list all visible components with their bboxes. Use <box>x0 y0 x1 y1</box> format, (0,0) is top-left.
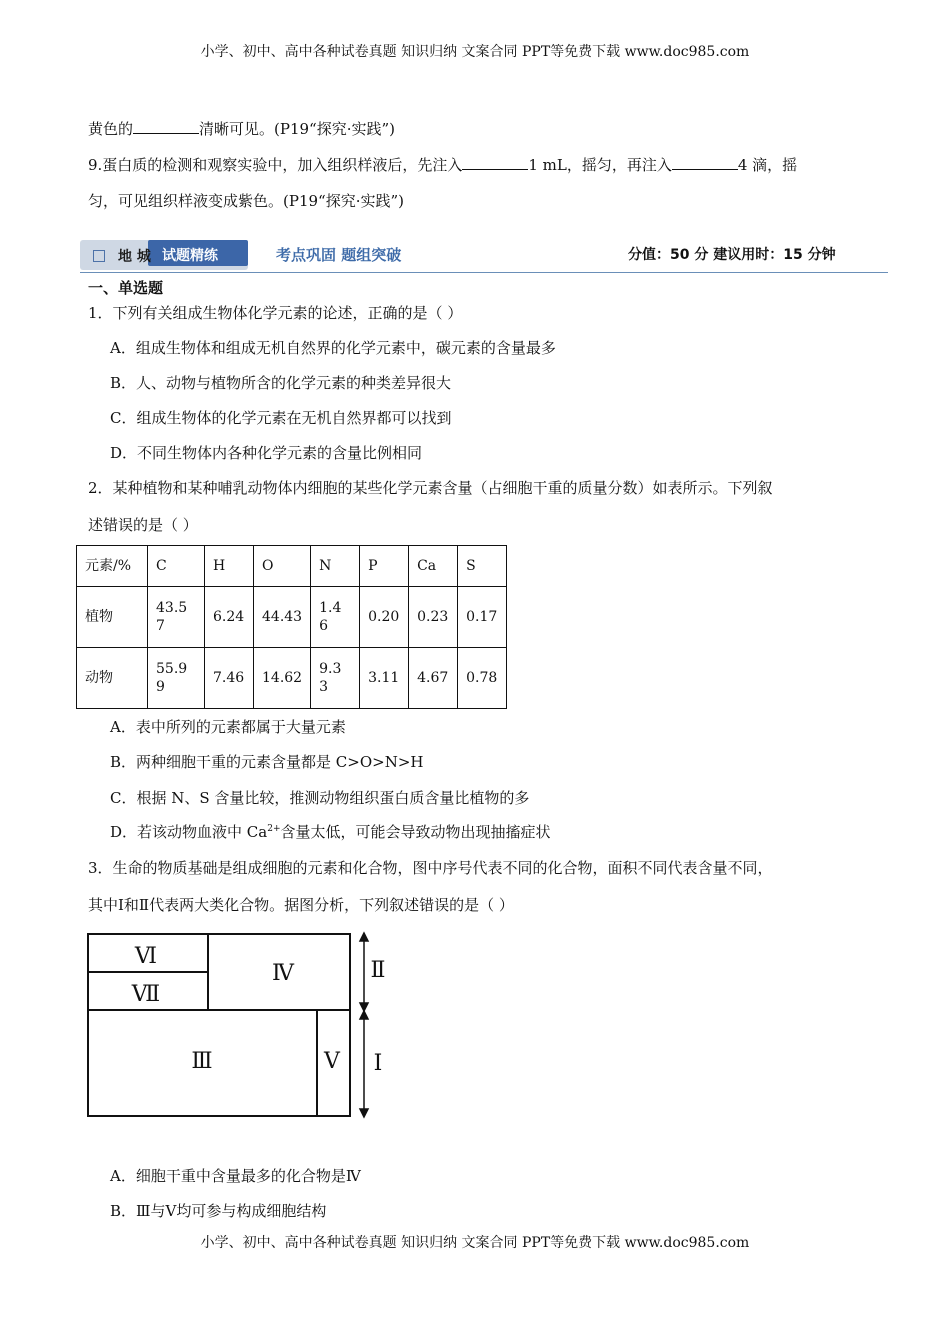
diagram-label-ii: Ⅱ <box>370 958 386 983</box>
question-3-stem-line-1: 3．生命的物质基础是组成细胞的元素和化合物，图中序号代表不同的化合物，面积不同代表含量不同， <box>88 859 773 877</box>
intro-line-1: 黄色的 清晰可见。(P19“探究·实践”) <box>88 120 396 138</box>
answer-blank[interactable] <box>133 119 199 134</box>
question-3-stem-line-2: 其中Ⅰ和Ⅱ代表两大类化合物。据图分析，下列叙述错误的是（ ） <box>88 896 514 914</box>
banner-divider <box>80 272 888 273</box>
question-2-option-c[interactable]: C．根据 N、S 含量比较，推测动物组织蛋白质含量比植物的多 <box>110 789 530 807</box>
diagram-region-i <box>88 1010 350 1116</box>
question-2-stem-line-2: 述错误的是（ ） <box>88 516 198 534</box>
question-2-option-d[interactable]: D．若该动物血液中 $Ca^{2+}$含量太低，可能会导致动物出现抽搐症状 <box>110 823 551 841</box>
banner-score: 分值：50 分 建议用时：15 分钟 <box>628 247 836 263</box>
question-9-line-1: 9.蛋白质的检测和观察实验中，加入组织样液后，先注入 1 mL，摇匀，再注入 4 滴，摇 <box>88 156 798 174</box>
answer-blank[interactable] <box>462 155 528 170</box>
element-content-table <box>76 545 507 709</box>
page-header: 小学、初中、高中各种试卷真题 知识归纳 文案合同 PPT等免费下载 www.doc985.com <box>200 44 750 60</box>
answer-blank[interactable] <box>672 155 738 170</box>
banner-subtitle: 考点巩固 题组突破 <box>276 246 402 264</box>
table-row: 动物 55.9 9 7.46 14.62 9.3 3 3.11 4.67 0.78 <box>77 648 507 709</box>
question-2-stem-line-1: 2．某种植物和某种哺乳动物体内细胞的某些化学元素含量（占细胞干重的质量分数）如表所示。下列叙 <box>88 479 773 497</box>
question-2-option-a[interactable]: A．表中所列的元素都属于大量元素 <box>110 718 346 736</box>
compound-area-diagram <box>80 925 400 1125</box>
table-header-row: 元素/% C H O N P Ca S <box>77 546 507 587</box>
diagram-label-iii: Ⅲ <box>191 1049 213 1074</box>
diagram-label-v: Ⅴ <box>324 1049 340 1074</box>
question-1-option-c[interactable]: C．组成生物体的化学元素在无机自然界都可以找到 <box>110 409 452 427</box>
document-icon <box>93 250 105 262</box>
diagram-label-iv: Ⅳ <box>272 961 294 986</box>
question-1-option-d[interactable]: D．不同生物体内各种化学元素的含量比例相同 <box>110 444 423 462</box>
question-1-option-a[interactable]: A．组成生物体和组成无机自然界的化学元素中，碳元素的含量最多 <box>110 339 556 357</box>
diagram-label-vi: Ⅵ <box>134 944 158 969</box>
diagram-label-i: Ⅰ <box>373 1051 383 1076</box>
question-2-option-b[interactable]: B．两种细胞干重的元素含量都是 C>O>N>H <box>110 753 424 771</box>
question-3-option-a[interactable]: A．细胞干重中含量最多的化合物是Ⅳ <box>110 1167 361 1185</box>
section-tag-label-b: 试题精练 <box>162 248 218 264</box>
table-row: 植物 43.5 7 6.24 44.43 1.4 6 0.20 0.23 0.17 <box>77 587 507 648</box>
question-1-stem: 1．下列有关组成生物体化学元素的论述，正确的是（ ） <box>88 304 463 322</box>
page-footer: 小学、初中、高中各种试卷真题 知识归纳 文案合同 PPT等免费下载 www.doc985.com <box>200 1235 750 1251</box>
diagram-label-vii: Ⅶ <box>131 982 161 1007</box>
section-title: 一、单选题 <box>88 279 164 297</box>
question-9-line-2: 匀，可见组织样液变成紫色。(P19“探究·实践”) <box>88 192 404 210</box>
question-3-option-b[interactable]: B．Ⅲ与Ⅴ均可参与构成细胞结构 <box>110 1202 327 1220</box>
section-tag-label-a: 地 城 <box>118 249 151 265</box>
question-1-option-b[interactable]: B．人、动物与植物所含的化学元素的种类差异很大 <box>110 374 452 392</box>
